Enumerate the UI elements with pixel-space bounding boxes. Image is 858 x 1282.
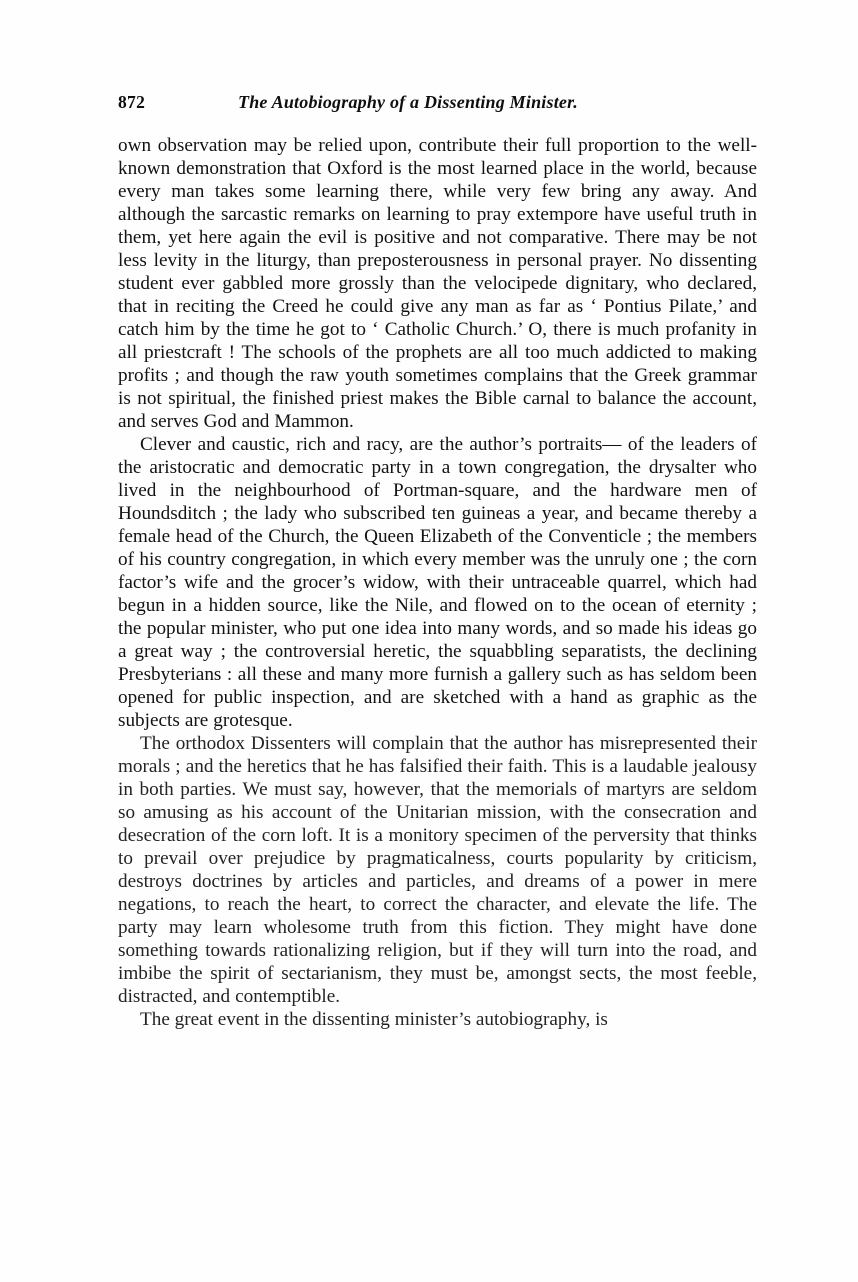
catch-line: The great event in the dissenting minister’s autobiography, is	[140, 1009, 608, 1030]
paragraph: The orthodox Dissenters will complain that the author has misrepresented their morals ; and the heretics that he has falsified their faith. This is a laudable jealousy in both parties. We must say, however, that the memorials of martyrs are seldom so amusing as his account of the Unitarian mission, with the consecration and desecration of the corn loft. It is a monitory specimen of the perversity that thinks to prevail over prejudice by pragmaticalness, courts popularity by criticism, destroys doctrines by articles and particles, and dreams of a power in mere negations, to reach the heart, to correct the character, and elevate the life. The party may learn wholesome truth from this fiction. They might have done something towards rationalizing religion, but if they will turn into the road, and imbibe the spirit of sectarianism, they must be, amongst sects, the most feeble, distracted, and contemptible.	[118, 733, 757, 1007]
running-head	[118, 92, 758, 113]
page-number: 872	[118, 92, 146, 112]
text-block	[118, 134, 757, 1031]
paragraph: Clever and caustic, rich and racy, are the author’s portraits— of the leaders of the aristocratic and democratic party in a town congregation, the drysalter who lived in the neighbourhood of Portman-square, and the hardware men of Houndsditch ; the lady who subscribed ten guineas a year, and became thereby a female head of the Church, the Queen Elizabeth of the Conventicle ; the members of his country congregation, in which every member was the unruly one ; the corn factor’s wife and the grocer’s widow, with their untraceable quarrel, which had begun in a hidden source, like the Nile, and flowed on to the ocean of eternity ; the popular minister, who put one idea into many words, and so made his ideas go a great way ; the controversial heretic, the squabbling separatists, the declining Presbyterians : all these and many more furnish a gallery such as has seldom been opened for public inspection, and are sketched with a hand as graphic as the subjects are grotesque.	[118, 434, 757, 731]
running-title: The Autobiography of a Dissenting Minister.	[238, 92, 578, 112]
paragraph: own observation may be relied upon, contribute their full proportion to the well-known demonstration that Oxford is the most learned place in the world, because every man takes some learning there, while very few bring any away. And although the sarcastic remarks on learning to pray extempore have useful truth in them, yet here again the evil is positive and not comparative. There may be not less levity in the liturgy, than preposterousness in personal prayer. No dissenting student ever gabbled more grossly than the velocipede dignitary, who declared, that in reciting the Creed he could give any man as far as ‘ Pontius Pilate,’ and catch him by the time he got to ‘ Catholic Church.’ O, there is much profanity in all priestcraft ! The schools of the prophets are all too much addicted to making profits ; and though the raw youth sometimes complains that the Greek grammar is not spiritual, the finished priest makes the Bible carnal to balance the account, and serves God and Mammon.	[118, 135, 757, 432]
